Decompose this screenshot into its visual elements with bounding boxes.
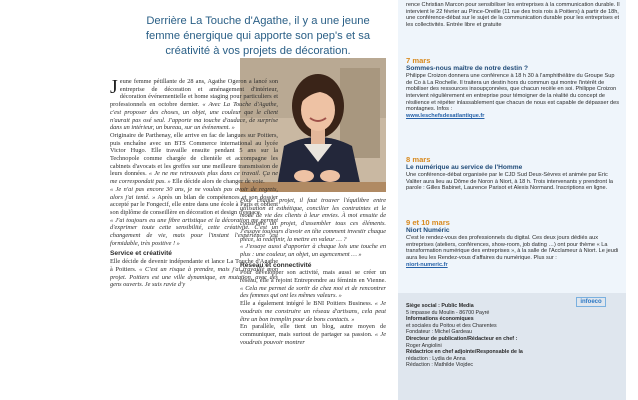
article-paragraph — [240, 269, 386, 300]
agenda-event — [406, 218, 620, 268]
quote-paragraph: « J'essaye aussi d'apporter à chaque lois une touche en plus : une couleur, un objet, un agencement … » — [240, 243, 386, 258]
article-column-2 — [240, 197, 386, 400]
event-title: Le numérique au service de l'Homme — [406, 164, 523, 171]
infoeco-logo: infoeco — [576, 297, 606, 307]
masthead-line: 5 impasse du Moulin - 86700 Payré — [406, 309, 490, 316]
event-date: 9 et 10 mars — [406, 218, 450, 227]
event-title: Sommes-nous maître de notre destin ? — [406, 65, 529, 72]
masthead-line: rédaction : Lydia de Anna — [406, 355, 466, 362]
masthead-line: Roger Angiolini — [406, 342, 442, 349]
quote-text: « C'est un risque à prendre, mais j'ai travaillé mon projet. Poitiers est une ville dynamique, en mutation, avec des gens ouverts. Je suis ravie d'y — [110, 265, 278, 289]
chapeau-line: Derrière La Touche d'Agathe, il y a une jeune — [146, 15, 370, 27]
quote-text: « Je voudrais pouvoir montrer — [240, 330, 386, 346]
event-text: Une conférence-débat organisée par le CJD Sud Deux-Sèvres et animée par Eric Valiter aura lieu au Dôme de Noron à Niort, à 18 h. Trois intervenants y prendront la parole : Gilles Babinet, Laurence Parisot et Alexis Normand. Inscriptions en ligne. — [406, 171, 613, 192]
paragraph-text: Elle décide alors de changer de voie. — [172, 178, 265, 186]
masthead-box — [398, 293, 626, 400]
quote-text: « Je ne me retrouvais plus dans ce travail. Ça ne me correspondait pas. » — [110, 170, 278, 186]
event-title: Niort Numéric — [406, 227, 450, 234]
event-date: 8 mars — [406, 155, 431, 164]
agenda-event — [406, 155, 620, 192]
section-heading: Réseau et connectivité — [240, 261, 312, 269]
drop-cap: J — [110, 78, 118, 98]
article-chapeau — [108, 14, 408, 59]
quote-text: « Je n'ai pas encore 30 ans, je ne voulais pas avoir de regrets, alors j'ai tenté. » — [110, 185, 278, 201]
article-paragraph — [110, 132, 278, 186]
article-paragraph — [240, 323, 386, 346]
article-paragraph — [110, 78, 278, 132]
section-heading: Service et créativité — [110, 250, 172, 258]
masthead-line: Siège social : Public Media — [406, 303, 474, 309]
article-paragraph — [240, 300, 386, 323]
masthead-line: Fondateur : Michel Gardeau — [406, 329, 472, 336]
event-text: Philippe Croizon donnera une conférence à 18 h 30 à l'amphithéâtre du Groupe Sup de Co à La Rochelle. Il traitera un destin hors du commun qui montre l'intérêt de mobiliser des ressources insoupçonnées, que chacun recèle en soi. Philippe Croizon intervient régulièrement en entreprise pour témoigner de la réalité du concept de résilience et répéter inlassablement que chacun de nous est capable de dépasser des montagnes. Infos : — [406, 72, 620, 113]
paragraph-text: Elle décide de devenir indépendante et lance La Touche d'Agathe à Poitiers. — [110, 258, 278, 273]
event-text: C'est le rendez-vous des professionnels du digital. Ces deux jours dédiés aux entreprises (ateliers, conférences, show-room, job dating …) ont pour thème « La transformation numérique des entreprises », à la salle de l'Acclameur à Niort. Le jeudi aura lieu les Rendez-vous d'affaires du numérique. Plus sur : — [406, 234, 619, 261]
agenda-intro — [406, 2, 620, 29]
chapeau-line: créativité à vos projets de décoration. — [165, 45, 351, 57]
paragraph-text: Elle a également intégré le BNI Poitiers Business. — [240, 300, 373, 308]
masthead-line: Directeur de publication/Rédacteur en chef : — [406, 335, 518, 342]
quote-text: « Cela me permet de sortir de chez moi et de rencontrer des femmes qui ont les mêmes valeurs. » — [240, 284, 386, 300]
agenda-event — [406, 56, 620, 120]
masthead-line: Informations économiques — [406, 316, 474, 323]
event-link[interactable]: www.leschefsdesatlantique.fr — [406, 113, 485, 120]
quote-text: « Je voudrais me construire un réseau d'artisans, cela peut être un bon tremplin pour de bons contacts. » — [240, 300, 386, 323]
event-date: 7 mars — [406, 56, 431, 65]
paragraph-text: eune femme pétillante de 28 ans, Agathe Ogeron a lancé son entreprise de décoration et aménagement d'intérieur, décoration événementielle et home staging pour particuliers et professionnels en octobre dernier. — [110, 78, 278, 109]
masthead-line: et sociales du Poitou et des Charentes — [406, 322, 497, 329]
masthead-line: Rédaction : Mathilde Viojdec — [406, 362, 474, 369]
masthead-text — [406, 303, 556, 369]
agenda-text: rence Christian Marcon pour sensibiliser les entreprises à la communication durable. Il intervient le 22 février au Pince-Oreille (11 rue des trois rois à Poitiers) à partir de 18h, une conférence-débat sur le sujet de la communication durable pour les entreprises et les collectivités. Entrée libre et gratuite — [406, 2, 620, 29]
paragraph-text: Pour développer son activité, mais aussi se créer un réseau, elle a rejoint Entreprendre au féminin en Vienne. — [240, 269, 386, 285]
masthead-line: Rédactrice en chef adjointe/Responsable de la — [406, 349, 523, 356]
chapeau-line: femme énergique qui apporte son pep's et sa — [145, 30, 371, 42]
paragraph-text: Après un bilan de compétences et son dossier accepté par le Fongecif, elle entre dans une école à Paris et obtient son diplôme de conseillère en décoration et design d'espace. — [110, 193, 278, 216]
event-link[interactable]: niort-numeric.fr — [406, 261, 448, 268]
quote-paragraph: « J'ai toujours eu une fibre artistique et la décoration me permet d'exprimer toute cette sensibilité, cette créativité. C'est un changement de vie, mais pour l'instant l'expérience est formidable, très positive ! » — [110, 216, 278, 247]
paragraph-text: En parallèle, elle tient un blog, autre moyen de communiquer, mais surtout de partager sa passion. — [240, 323, 386, 338]
quote-text: « Avec La Touche d'Agathe, c'est proposer des choses, un objet, une couleur que le client n'aurait pas osé seul. J'apporte ma touche d'audace, de surprise dans un intérieur, un bureau, sur un événement. » — [110, 101, 278, 132]
quote-paragraph: Pour chaque projet, il faut trouver l'équilibre entre utilisation et esthétique, concilier les contraintes et le mode de vie des clients à leur envies. À moi ensuite de construire un projet, d'assembler tous ces éléments. J'essaye toujours d'avoir en tête comment investir chaque pièce, la redéfinir, la mettre en valeur … ? — [240, 197, 386, 243]
paragraph-text: Originaire de Parthenay, elle arrive en fac de langues sur Poitiers, puis enchaîne avec un BTS Commerce international au lycée Victor Hugo. Elle travaille ensuite pendant 5 ans sur la Technopole comme chargée de clientèle et accompagne les cabinets d'avocats et les greffes sur une meilleure transmission de leurs données. — [110, 131, 278, 178]
